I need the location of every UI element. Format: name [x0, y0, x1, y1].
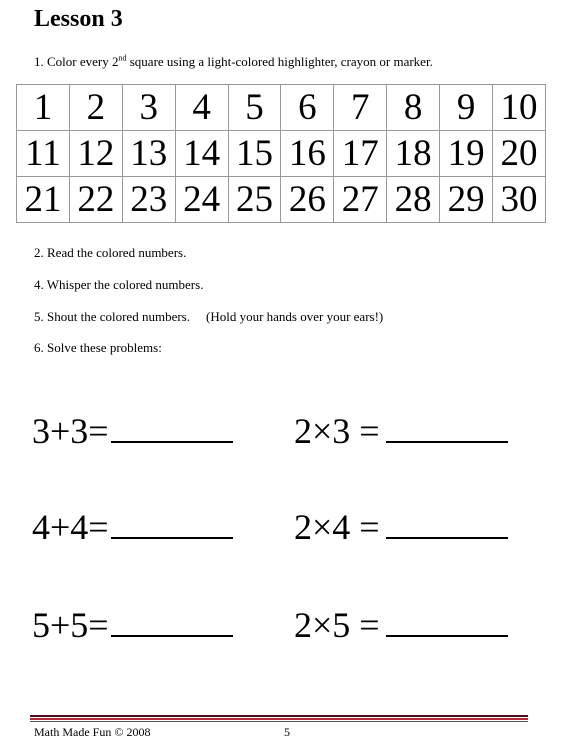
answer-blank[interactable] [386, 507, 508, 539]
number-square[interactable]: 23 [122, 177, 175, 223]
number-square[interactable]: 16 [281, 131, 334, 177]
number-square[interactable]: 27 [334, 177, 387, 223]
problem-left-1-expression: 3+3= [32, 411, 109, 451]
problem-left-2 [32, 506, 233, 548]
problem-right-1-expression: 2×3 = [294, 411, 380, 451]
number-square[interactable]: 20 [493, 131, 546, 177]
problem-right-3 [294, 604, 508, 646]
footer-divider-accent [30, 718, 528, 720]
number-square[interactable]: 3 [122, 85, 175, 131]
number-square[interactable]: 17 [334, 131, 387, 177]
grid-row [17, 131, 546, 177]
number-square[interactable]: 5 [228, 85, 281, 131]
number-grid [16, 84, 546, 223]
number-square[interactable]: 4 [175, 85, 228, 131]
number-square[interactable]: 19 [440, 131, 493, 177]
instruction-6: 6. Solve these problems: [34, 340, 162, 355]
number-square[interactable]: 15 [228, 131, 281, 177]
number-square[interactable]: 25 [228, 177, 281, 223]
number-square[interactable]: 24 [175, 177, 228, 223]
number-square[interactable]: 28 [387, 177, 440, 223]
number-square[interactable]: 2 [69, 85, 122, 131]
problem-right-1 [294, 410, 508, 452]
instruction-1-superscript: nd [118, 53, 127, 63]
problem-right-2-expression: 2×4 = [294, 507, 380, 547]
number-square[interactable]: 14 [175, 131, 228, 177]
instruction-5-note: (Hold your hands over your ears!) [205, 309, 384, 324]
grid-row [17, 177, 546, 223]
answer-blank[interactable] [111, 507, 233, 539]
instruction-1 [34, 54, 433, 70]
problem-right-3-expression: 2×5 = [294, 605, 380, 645]
number-square[interactable]: 6 [281, 85, 334, 131]
problem-left-3-expression: 5+5= [32, 605, 109, 645]
instruction-1-rest: square using a light-colored highlighter, crayon or marker. [126, 54, 433, 69]
number-square[interactable]: 12 [69, 131, 122, 177]
problem-right-2 [294, 506, 508, 548]
grid-row [17, 85, 546, 131]
number-square[interactable]: 9 [440, 85, 493, 131]
number-square[interactable]: 8 [387, 85, 440, 131]
number-square[interactable]: 30 [493, 177, 546, 223]
number-square[interactable]: 13 [122, 131, 175, 177]
problem-left-2-expression: 4+4= [32, 507, 109, 547]
number-square[interactable]: 22 [69, 177, 122, 223]
number-square[interactable]: 26 [281, 177, 334, 223]
number-square[interactable]: 10 [493, 85, 546, 131]
instruction-5-text: 5. Shout the colored numbers. [34, 309, 190, 324]
number-square[interactable]: 21 [17, 177, 70, 223]
answer-blank[interactable] [111, 605, 233, 637]
page-number: 5 [284, 725, 290, 739]
page-title: Lesson 3 [34, 6, 123, 32]
answer-blank[interactable] [111, 411, 233, 443]
footer-divider-thin [30, 721, 528, 722]
answer-blank[interactable] [386, 411, 508, 443]
footer-copyright: Math Made Fun © 2008 [34, 725, 151, 739]
number-square[interactable]: 29 [440, 177, 493, 223]
footer-divider [30, 715, 528, 717]
number-square[interactable]: 1 [17, 85, 70, 131]
problem-left-3 [32, 604, 233, 646]
answer-blank[interactable] [386, 605, 508, 637]
problem-left-1 [32, 410, 233, 452]
number-square[interactable]: 7 [334, 85, 387, 131]
instruction-5 [34, 309, 383, 325]
instruction-1-text: 1. Color every 2 [34, 54, 119, 69]
instruction-2: 2. Read the colored numbers. [34, 245, 187, 260]
instruction-4: 4. Whisper the colored numbers. [34, 277, 204, 292]
number-square[interactable]: 18 [387, 131, 440, 177]
number-square[interactable]: 11 [17, 131, 70, 177]
